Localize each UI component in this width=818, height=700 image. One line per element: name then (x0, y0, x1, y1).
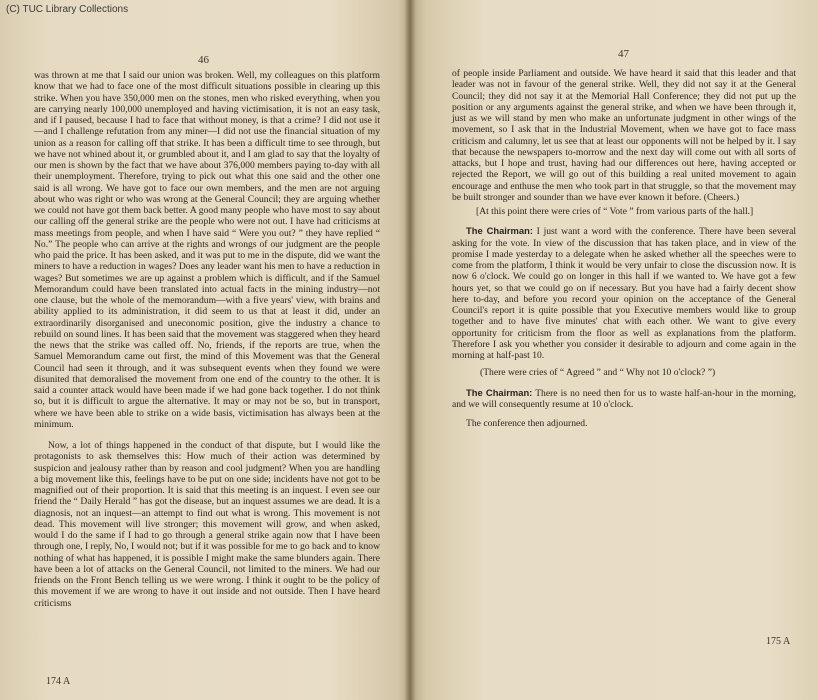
left-page-footer: 174 A (46, 676, 71, 687)
chairman-speech-2 (452, 387, 796, 411)
left-paragraph-2: Now, a lot of things happened in the conduct of that dispute, but I would like the protagonists to ask themselves this: How much of their action was determined by suspicion and jealousy rather than by reason and cool judgment? When you are handling a big movement like this, feelings have to be put on one side; incidents have not got to be magnified out of their proportion. It is said that this meeting is an inquest. I even see our friend the “ Daily Herald ” has got the disease, but an inquest assumes we are dead. It is a diagnosis, not an inquest—an attempt to find out what is wrong. This movement is not dead. This movement will live stronger; this movement will grow, and when asked, would I do the same if I had to go through a general strike again now that I have been through one, I reply, No, I would not; but if it was possible for me to go back and to know nothing of what has happened, it is possible I might make the same blunders again. There have been a lot of attacks on the General Council, not limited to the miners. We had our friends on the Front Bench telling us we were wrong. I think it ought to be the policy of this movement if we are wrong to have it out inside and not outside. Then I have heard criticisms (34, 440, 380, 609)
speech-text-2: There is no need then for us to waste half-an-hour in the morning, and we will consequently resume at 10 o'clock. (452, 387, 796, 410)
right-page-footer: 175 A (766, 636, 791, 647)
book-gutter (404, 0, 416, 700)
closing-line: The conference then adjourned. (466, 418, 588, 429)
left-paragraph-1: was thrown at me that I said our union was broken. Well, my colleagues on this platform know that we had to face one of the most difficult situations possible in clearing up this strike. When you have 350,000 men on the stones, men who risked everything, when you are carrying nearly 100,000 unemployed and having victimisation, it is not an easy task, and if I paused, because I had to face that without money, is that a crime? I did not use it—and I challenge refutation from any miner—I did not use the financial situation of my union as a reason for calling off that strike. It has been a difficult time to see through, but we have not whined about it, or grumbled about it, and I am glad to say that the loyalty of our men is shown by the fact that we have about 376,000 members paying to-day with all their unemployment. Therefore, trying to pick out what this one said and the other one said is all wrong. We have got to face our own members, and the men are not arguing about who was right or who was wrong at the General Council; they are arguing whether we could not have got them back better. A good many people who have most to say about our calling off the general strike are the people who were not out. I have had criticisms at mass meetings from people, and when I have said “ Were you out? ” they have replied “ No.” The people who can arrive at the rights and wrongs of our judgment are the people who paid the price. It has been asked, and it was put to me in the dispute, did we want the miners to have a reduction in wages? Does any leader want his men to have a reduction in wages? But sometimes we are up against a problem which is difficult, and if the Samuel Memorandum could have been translated into actual facts in the mining industry—not one clause, but the whole of the memorandum—with a five years' view, with brains and ability applied to its administration, it did seem to us that at least it did, under an extraordinarily disorganised and uneconomic position, give the industry a chance to rebuild on sound lines. It has been said that the movement was staggered when they heard the news that the strike was called off. No, friends, if the reports are true, when the Samuel Memorandum came out first, the mind of this Movement was that the General Council had seen it through, and it was subsequent events when they found we were disunited that demoralised the movement from one end of the country to the other. It is said a counter attack would have been made if we had gone back together. I do not think so, but it is difficult to argue the alternative. It may or may not be so, but in transport, where we have been able to strike on a wide basis, victimisation has always been at the minimum. (34, 70, 380, 430)
left-page-number: 46 (198, 54, 209, 66)
speaker-label-2: The Chairman: (466, 386, 533, 398)
right-paragraph-1: of people inside Parliament and outside. We have heard it said that this leader and that leader was not in favour of the general strike. Well, they did not say it at the General Council; they did not say it at the Memorial Hall Conference; they did not put up the position or any arguments against the general strike, and when we have been through it, just as we will stand by men who make an unfortunate judgment in other wings of the movement, so I ask that in the Industrial Movement, when we have got to face mass criticism and calumny, let us see that at least our opponents will not be helped by it. I say that because the newspapers to-morrow and the next day will come out with all sorts of attacks, but I hope and trust, having had our differences out here, having accepted or rejected the Report, we will go out of this building a real united movement to again encourage and enthuse the men who took part in that struggle, so that the movement may be built stronger and sounder than we have ever known it before. (Cheers.) (452, 68, 796, 203)
right-page-body (452, 68, 796, 429)
speaker-label-1: The Chairman: (466, 225, 533, 237)
right-page (410, 0, 818, 700)
speech-text-1: I just want a word with the conference. There have been several asking for the vote. In view of the discussion that has taken place, and in view of the promise I made yesterday to a delegate when he asked whether all the speeches were to come from the platform, I think it would be very unfair to close the discussion now. It is now 6 o'clock. We could go on longer in this hall if we wanted to. We have got a few hours yet, so that we could go on if necessary. But you have had a fairly decent show here to-day, and before you record your opinion on the acceptance of the General Council's report it is quite possible that you Executive members would like to group together and to have five minutes' chat with each other. We want to give every opportunity for criticism from the floor as well as explanations from the platform. Therefore I ask you whether you consider it desirable to adjourn and come again in the morning at half-past 10. (452, 226, 796, 361)
watermark: (C) TUC Library Collections (6, 4, 129, 15)
stage-direction-agreed: (There were cries of “ Agreed ” and “ Why not 10 o'clock? ”) (480, 367, 716, 379)
chairman-speech-1 (452, 225, 796, 361)
stage-direction-vote: [At this point there were cries of “ Vote ” from various parts of the hall.] (476, 206, 754, 217)
right-page-number: 47 (618, 48, 629, 60)
left-page-body (34, 70, 380, 609)
